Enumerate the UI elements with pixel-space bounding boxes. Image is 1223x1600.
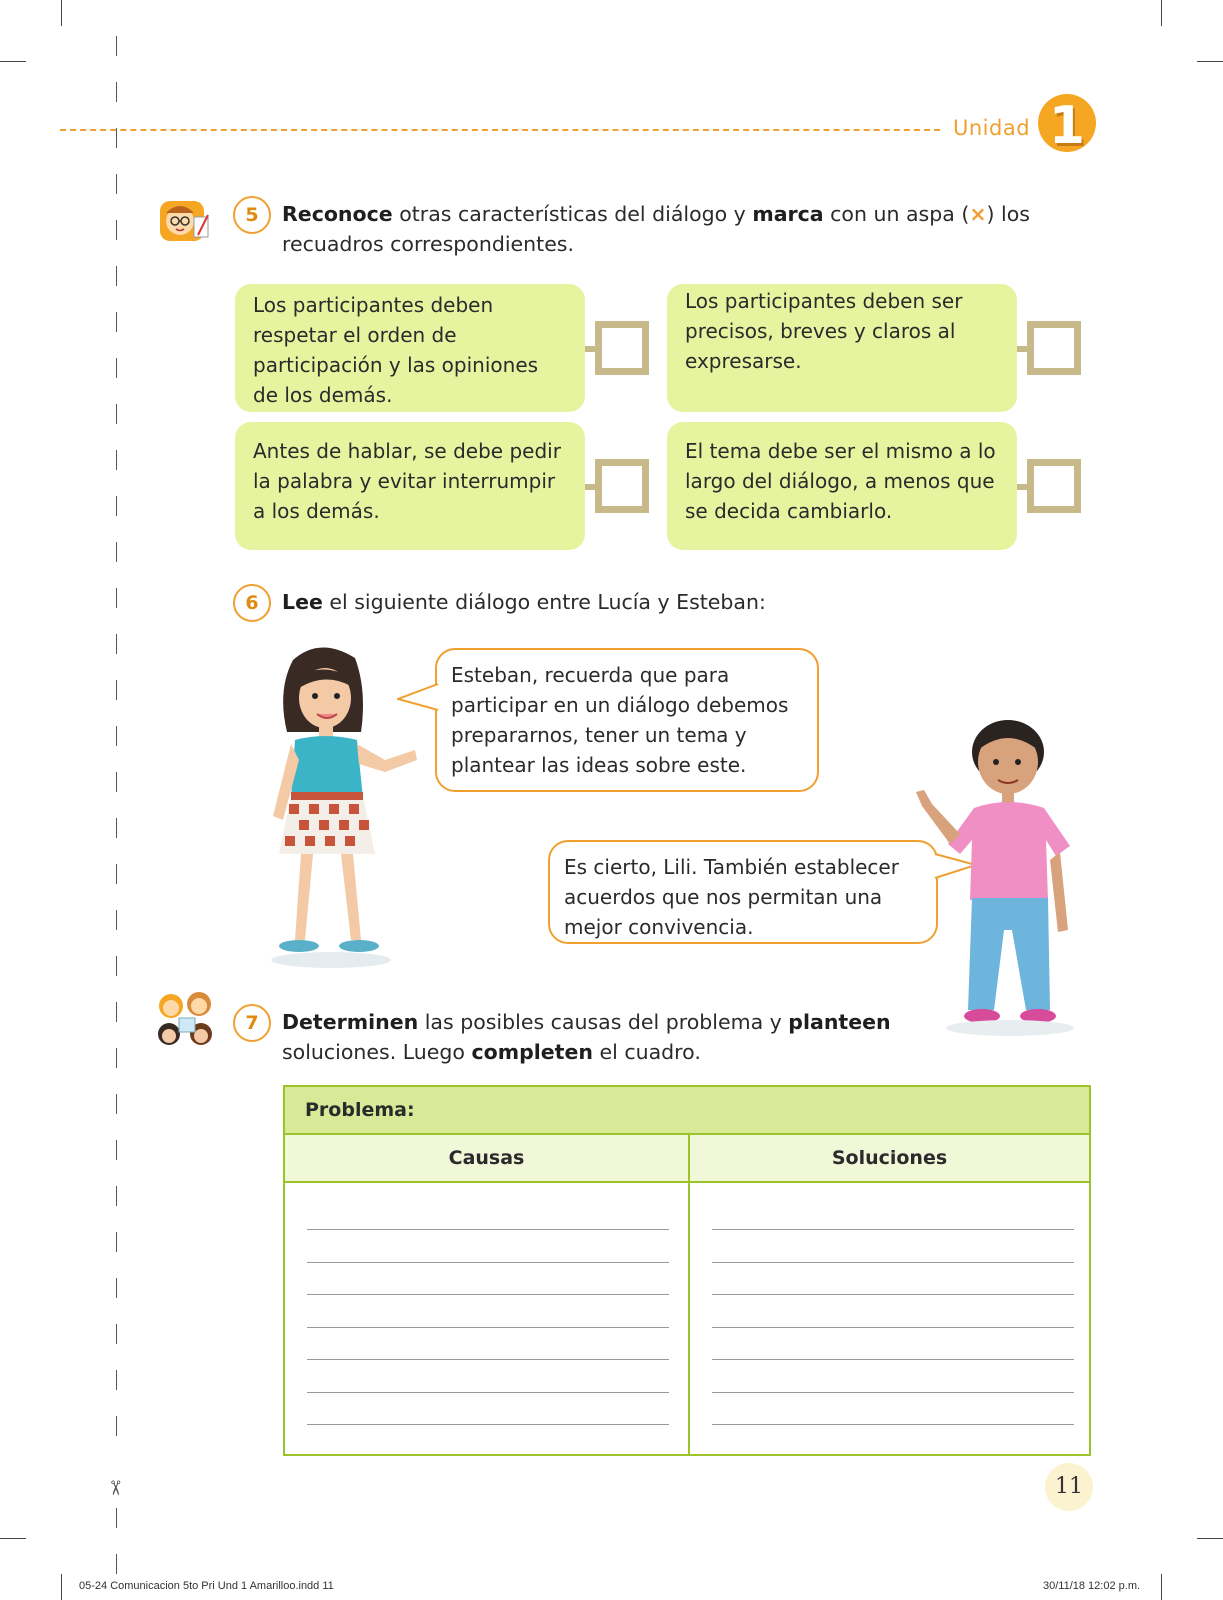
- cut-line-segment: [116, 358, 117, 378]
- cut-line-segment: [116, 1370, 117, 1390]
- footer-date: 30/11/18 12:02 p.m.: [1043, 1580, 1141, 1592]
- crop-mark: [1161, 0, 1162, 26]
- cut-line-segment: [116, 818, 117, 838]
- column-header-causes: Causas: [285, 1135, 688, 1183]
- cut-line-segment: [116, 128, 117, 148]
- option-card-3: [235, 422, 585, 550]
- option-text: Antes de hablar, se debe pedir la palabra y evitar interrumpir a los demás.: [253, 439, 561, 523]
- footer-file-info: 05-24 Comunicacion 5to Pri Und 1 Amarilloo.indd 11: [79, 1580, 334, 1592]
- speech-bubble-esteban: [548, 840, 938, 944]
- cut-line-segment: [116, 404, 117, 424]
- cut-line-segment: [116, 312, 117, 332]
- cut-line-segment: [116, 1094, 117, 1114]
- cut-line-segment: [116, 450, 117, 470]
- activity-5-instruction: Reconoce otras características del diálogo y marca con un aspa (×) los recuadros correspondientes.: [282, 202, 1030, 256]
- cut-line-segment: [116, 36, 117, 56]
- writing-line: [712, 1359, 1074, 1360]
- writing-line: [712, 1392, 1074, 1393]
- writing-line: [307, 1327, 669, 1328]
- unit-number: 1: [1048, 96, 1086, 156]
- speech-bubble-lucia: [435, 648, 819, 792]
- cut-line-segment: [116, 1278, 117, 1298]
- cut-line-segment: [116, 496, 117, 516]
- cut-line-segment: [116, 1416, 117, 1436]
- cut-line-segment: [116, 956, 117, 976]
- table-problem-row[interactable]: [285, 1087, 1089, 1135]
- writing-line: [307, 1424, 669, 1425]
- option-text: Los participantes deben respetar el orden de participación y las opiniones de los demás.: [253, 293, 539, 407]
- crop-mark: [1197, 61, 1223, 62]
- writing-line: [712, 1294, 1074, 1295]
- cut-line-segment: [116, 726, 117, 746]
- cut-line-segment: [116, 1186, 117, 1206]
- crop-mark: [61, 0, 62, 26]
- writing-line: [712, 1424, 1074, 1425]
- cut-line-segment: [116, 82, 117, 102]
- cut-line-segment: [116, 1002, 117, 1022]
- crop-mark: [61, 1574, 62, 1600]
- cut-line-segment: [116, 634, 117, 654]
- cut-line-segment: [116, 588, 117, 608]
- writing-line: [307, 1229, 669, 1230]
- writing-line: [712, 1327, 1074, 1328]
- x-mark-icon: ×: [969, 202, 987, 226]
- activity-5-number: 5: [233, 196, 271, 234]
- dialogue-text: Esteban, recuerda que para participar en un diálogo debemos prepararnos, tener un tema y plantear las ideas sobre este.: [451, 663, 789, 777]
- activity-7-instruction: Determinen las posibles causas del problema y planteen soluciones. Luego completen el cuadro.: [282, 1010, 891, 1064]
- option-text: Los participantes deben ser precisos, breves y claros al expresarse.: [685, 289, 963, 373]
- option-checkbox-2[interactable]: [1027, 321, 1081, 375]
- column-header-solutions: Soluciones: [690, 1135, 1089, 1183]
- cut-line-segment: [116, 1232, 117, 1252]
- writing-line: [307, 1262, 669, 1263]
- writing-line: [307, 1294, 669, 1295]
- activity-7-number: 7: [233, 1004, 271, 1042]
- problem-table: [283, 1085, 1091, 1456]
- cut-line-segment: [116, 680, 117, 700]
- page-number: 11: [1045, 1463, 1093, 1511]
- option-checkbox-3[interactable]: [595, 459, 649, 513]
- cut-line-segment: [116, 772, 117, 792]
- activity-6-instruction: Lee el siguiente diálogo entre Lucía y Esteban:: [282, 590, 766, 614]
- cut-line-segment: [116, 220, 117, 240]
- teacher-icon: [158, 197, 212, 249]
- cut-line-segment: [116, 864, 117, 884]
- dialogue-text: Es cierto, Lili. También establecer acuerdos que nos permitan una mejor convivencia.: [564, 855, 899, 939]
- speech-bubble-tail: [397, 682, 439, 718]
- boy-illustration: [910, 710, 1110, 1064]
- option-card-4: [667, 422, 1017, 550]
- option-card-2: [667, 284, 1017, 412]
- crop-mark: [0, 1538, 26, 1539]
- cut-line-segment: [116, 174, 117, 194]
- unit-label: Unidad: [953, 116, 1031, 140]
- cut-line-segment: [116, 1048, 117, 1068]
- table-column-divider: [688, 1135, 690, 1454]
- crop-mark: [1161, 1574, 1162, 1600]
- cut-line-segment: [116, 1140, 117, 1160]
- cut-line-segment: [116, 542, 117, 562]
- cut-line-segment: [116, 910, 117, 930]
- writing-line: [712, 1229, 1074, 1230]
- writing-line: [307, 1359, 669, 1360]
- activity-6-number: 6: [233, 584, 271, 622]
- option-checkbox-1[interactable]: [595, 321, 649, 375]
- scissors-icon: ✂: [103, 1479, 128, 1497]
- cut-line-segment: [116, 1508, 117, 1528]
- writing-line: [307, 1392, 669, 1393]
- crop-mark: [1197, 1538, 1223, 1539]
- writing-line: [712, 1262, 1074, 1263]
- option-card-1: [235, 284, 585, 412]
- cut-line-segment: [116, 1554, 117, 1574]
- group-icon: [155, 990, 217, 1052]
- header-dashed-rule: [60, 129, 940, 131]
- crop-mark: [0, 61, 26, 62]
- problem-label: Problema:: [305, 1099, 415, 1121]
- cut-line-segment: [116, 1324, 117, 1344]
- option-text: El tema debe ser el mismo a lo largo del diálogo, a menos que se decida cambiarlo.: [685, 439, 996, 523]
- option-checkbox-4[interactable]: [1027, 459, 1081, 513]
- cut-line-segment: [116, 266, 117, 286]
